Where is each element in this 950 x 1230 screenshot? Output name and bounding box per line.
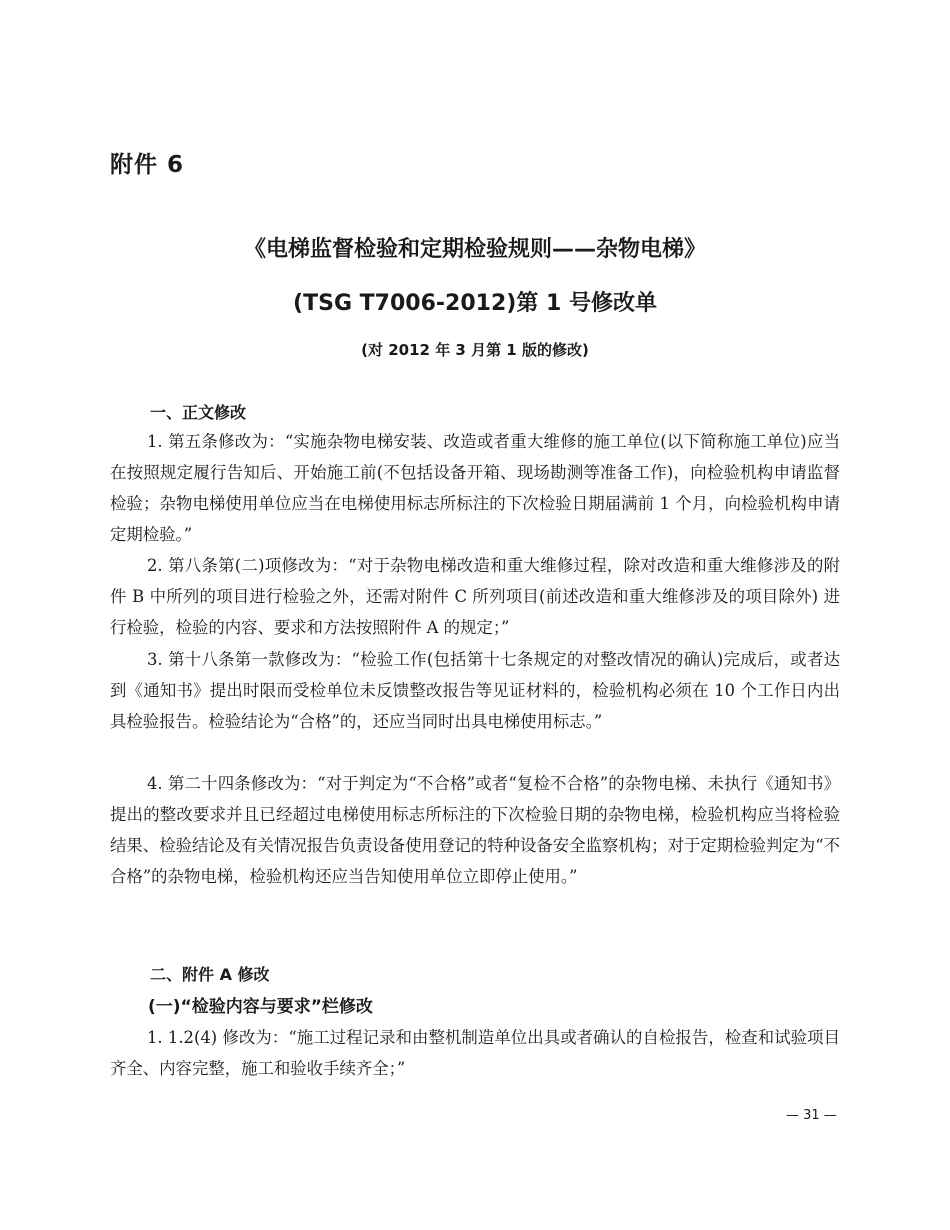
document-edition-note: (对 2012 年 3 月第 1 版的修改) (361, 341, 589, 359)
paragraph-item-1-2-4: 1. 1.2(4) 修改为：“施工过程记录和由整机制造单位出具或者确认的自检报告，检查和试验项目齐全、内容完整，施工和验收手续齐全；” (110, 1028, 840, 1078)
paragraph-article-18: 3. 第十八条第一款修改为：“检验工作(包括第十七条规定的对整改情况的确认)完成后，或者达到《通知书》提出时限而受检单位未反馈整改报告等见证材料的，检验机构必须在 10 个工作日内出具检验报告。检验结论为“合格”的，还应当同时出具电梯使用标志。” (110, 650, 840, 731)
paragraph-article-24: 4. 第二十四条修改为：“对于判定为“不合格”或者“复检不合格”的杂物电梯、未执行《通知书》提出的整改要求并且已经超过电梯使用标志所标注的下次检验日期的杂物电梯，检验机构应当将检验结果、检验结论及有关情况报告负责设备使用登记的特种设备安全监察机构；对于定期检验判定为“不合格”的杂物电梯，检验机构还应当告知使用单位立即停止使用。” (110, 774, 840, 886)
document-code-title: (TSG T7006-2012)第 1 号修改单 (293, 291, 657, 316)
paragraph-article-5: 1. 第五条修改为：“实施杂物电梯安装、改造或者重大维修的施工单位(以下简称施工单位)应当在按照规定履行告知后、开始施工前(不包括设备开箱、现场勘测等准备工作)，向检验机构申请监督检验；杂物电梯使用单位应当在电梯使用标志所标注的下次检验日期届满前 1 个月，向检验机构申请定期检验。” (110, 432, 840, 544)
annex-label: 附件 6 (110, 152, 185, 178)
section-heading-annex-a: 二、附件 A 修改 (150, 965, 270, 984)
document-title: 《电梯监督检验和定期检验规则——杂物电梯》 (243, 237, 706, 262)
paragraph-article-8: 2. 第八条第(二)项修改为：“对于杂物电梯改造和重大维修过程，除对改造和重大维修涉及的附件 B 中所列的项目进行检验之外，还需对附件 C 所列项目(前述改造和重大维修涉及的项目除外) 进行检验，检验的内容、要求和方法按照附件 A 的规定；” (110, 556, 840, 637)
section-heading-main-text: 一、正文修改 (150, 403, 247, 422)
page-number: — 31 — (786, 1108, 837, 1123)
subsection-heading: (一)“检验内容与要求”栏修改 (148, 997, 373, 1017)
